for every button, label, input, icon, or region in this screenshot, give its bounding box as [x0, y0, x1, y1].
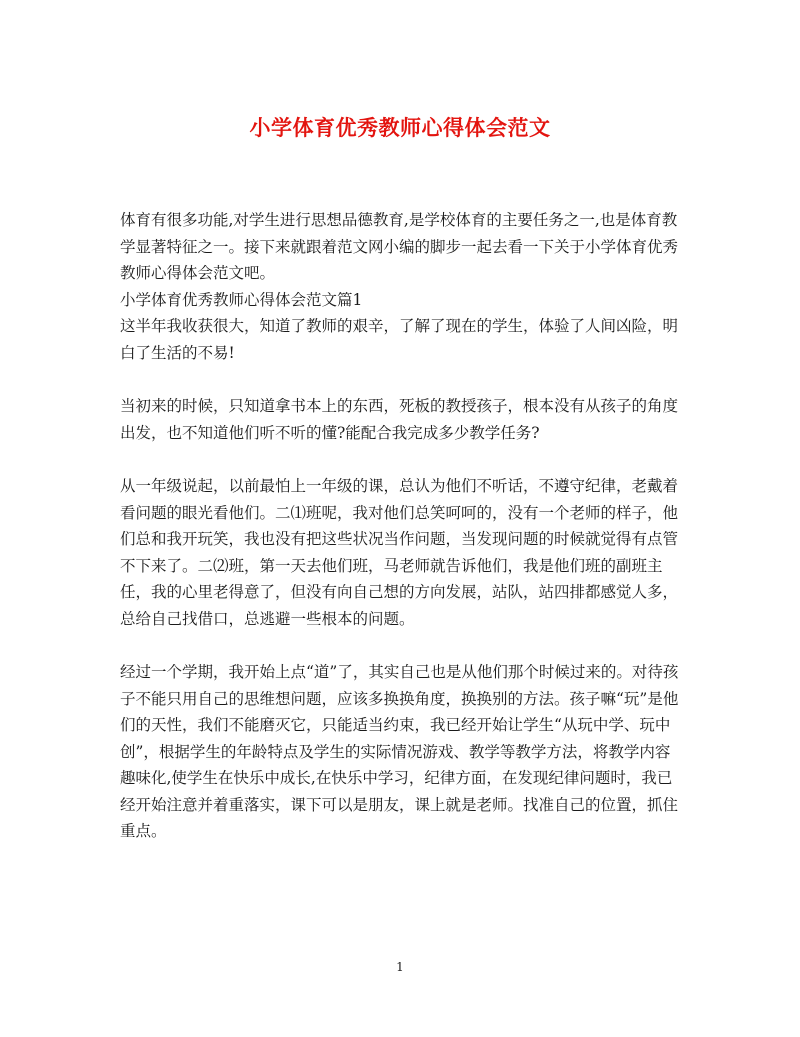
intro-paragraph: 体育有很多功能,对学生进行思想品德教育,是学校体育的主要任务之一,也是体育教学显著特征之一。接下来就跟着范文网小编的脚步一起去看一下关于小学体育优秀教师心得体会范文吧。	[120, 211, 679, 282]
body-paragraph: 这半年我收获很大，知道了教师的艰辛，了解了现在的学生，体验了人间凶险，明白了生活的不易!	[120, 317, 679, 362]
page-title: 小学体育优秀教师心得体会范文	[249, 115, 551, 140]
paragraph-spacer	[120, 366, 680, 393]
document-body	[120, 207, 680, 845]
paragraph-spacer	[120, 632, 680, 659]
body-paragraph: 从一年级说起，以前最怕上一年级的课，总认为他们不听话，不遵守纪律，老戴着看问题的眼光看他们。二⑴班呢，我对他们总笑呵呵的，没有一个老师的样子，他们总和我开玩笑，我也没有把这些状况当作问题，当发现问题的时候就觉得有点管不下来了。二⑵班，第一天去他们班，马老师就告诉他们，我是他们班的副班主任，我的心里老得意了，但没有向自己想的方向发展，站队，站四排都感觉人多，总给自己找借口，总逃避一些根本的问题。	[120, 477, 679, 628]
body-paragraph: 当初来的时候，只知道拿书本上的东西，死板的教授孩子，根本没有从孩子的角度出发，也不知道他们听不听的懂?能配合我完成多少教学任务?	[120, 397, 679, 442]
body-paragraph: 经过一个学期，我开始上点“道”了，其实自己也是从他们那个时候过来的。对待孩子不能只用自己的思维想问题，应该多换换角度，换换别的方法。孩子嘛“玩”是他们的天性，我们不能磨灭它，只能适当约束，我已经开始让学生“从玩中学、玩中创”，根据学生的年龄特点及学生的实际情况游戏、教学等教学方法，将教学内容趣味化,使学生在快乐中成长,在快乐中学习，纪律方面，在发现纪律问题时，我已经开始注意并着重落实，课下可以是朋友，课上就是老师。找准自己的位置，抓住重点。	[120, 663, 679, 840]
paragraph-spacer	[120, 446, 680, 473]
section-heading: 小学体育优秀教师心得体会范文篇1	[120, 290, 363, 309]
page-number: 1	[396, 960, 404, 974]
